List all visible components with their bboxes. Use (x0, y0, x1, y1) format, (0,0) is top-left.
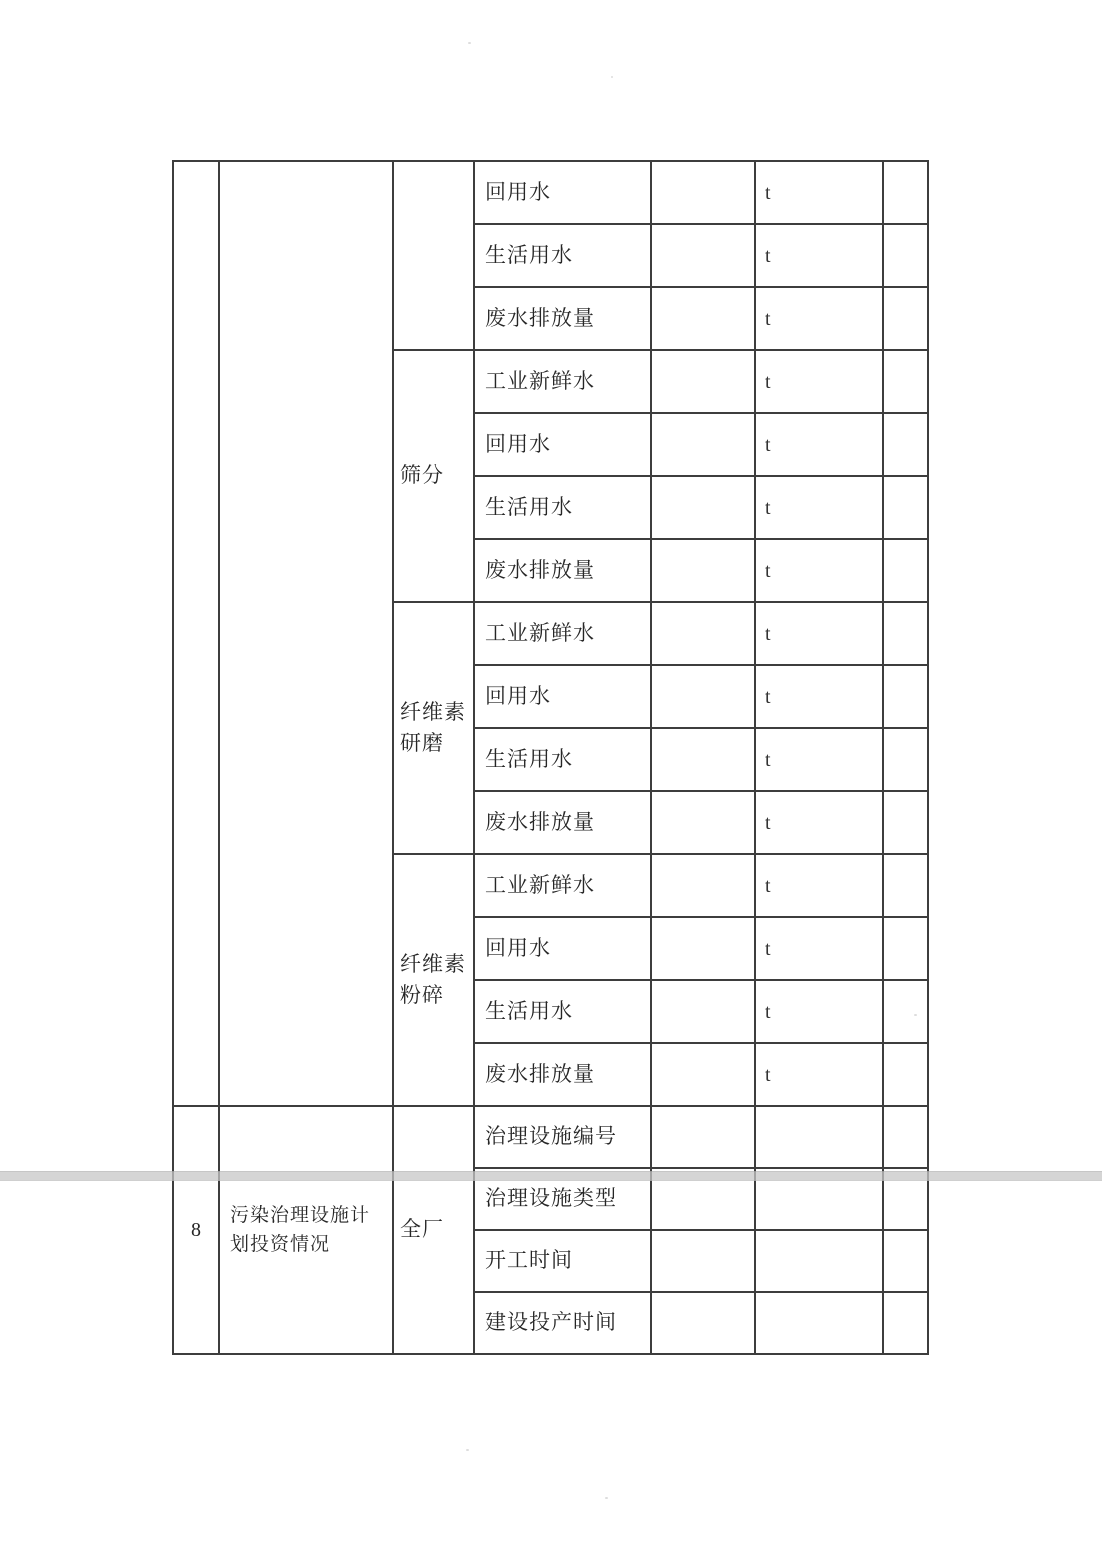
unit-cell: t (756, 792, 884, 855)
value-cell (652, 1169, 756, 1231)
process-stage-cell (394, 162, 475, 351)
item-label-cell: 废水排放量 (475, 1044, 652, 1107)
unit-cell: t (756, 1044, 884, 1107)
value-cell (652, 162, 756, 225)
unit-cell (756, 1107, 884, 1169)
item-label-cell: 废水排放量 (475, 540, 652, 603)
unit-cell: t (756, 162, 884, 225)
item-label-cell: 废水排放量 (475, 288, 652, 351)
value-cell (652, 414, 756, 477)
extra-cell (884, 414, 929, 477)
value-cell (652, 792, 756, 855)
item-label-cell: 生活用水 (475, 981, 652, 1044)
value-cell (652, 351, 756, 414)
item-label-cell: 回用水 (475, 414, 652, 477)
extra-cell (884, 1293, 929, 1355)
value-cell (652, 666, 756, 729)
unit-cell (756, 1293, 884, 1355)
value-cell (652, 540, 756, 603)
extra-cell (884, 477, 929, 540)
extra-cell (884, 918, 929, 981)
unit-cell: t (756, 414, 884, 477)
extra-cell (884, 603, 929, 666)
item-label-cell: 治理设施类型 (475, 1169, 652, 1231)
unit-cell (756, 1169, 884, 1231)
extra-cell (884, 351, 929, 414)
item-label-cell: 治理设施编号 (475, 1107, 652, 1169)
unit-cell: t (756, 225, 884, 288)
item-label-cell: 生活用水 (475, 477, 652, 540)
row-number-cell (174, 162, 220, 1107)
process-stage-cell: 筛分 (394, 351, 475, 603)
value-cell (652, 477, 756, 540)
unit-cell: t (756, 666, 884, 729)
extra-cell (884, 1231, 929, 1293)
scan-speck (611, 76, 613, 78)
item-label-cell: 生活用水 (475, 729, 652, 792)
extra-cell (884, 288, 929, 351)
value-cell (652, 981, 756, 1044)
value-cell (652, 1293, 756, 1355)
value-cell (652, 1231, 756, 1293)
extra-cell (884, 162, 929, 225)
value-cell (652, 918, 756, 981)
item-label-cell: 废水排放量 (475, 792, 652, 855)
extra-cell (884, 729, 929, 792)
value-cell (652, 855, 756, 918)
item-label-cell: 工业新鲜水 (475, 351, 652, 414)
scan-speck (605, 1497, 608, 1499)
extra-cell (884, 1169, 929, 1231)
value-cell (652, 288, 756, 351)
process-stage-cell: 全厂 (394, 1107, 475, 1355)
extra-cell (884, 540, 929, 603)
unit-cell (756, 1231, 884, 1293)
value-cell (652, 729, 756, 792)
scan-speck (914, 1014, 917, 1016)
process-stage-cell: 纤维素研磨 (394, 603, 475, 855)
extra-cell (884, 1044, 929, 1107)
extra-cell (884, 792, 929, 855)
category-cell: 污染治理设施计划投资情况 (220, 1107, 394, 1355)
item-label-cell: 回用水 (475, 666, 652, 729)
value-cell (652, 1044, 756, 1107)
extra-cell (884, 855, 929, 918)
unit-cell: t (756, 729, 884, 792)
unit-cell: t (756, 855, 884, 918)
scan-speck (466, 1449, 469, 1451)
extra-cell (884, 981, 929, 1044)
item-label-cell: 工业新鲜水 (475, 603, 652, 666)
item-label-cell: 开工时间 (475, 1231, 652, 1293)
extra-cell (884, 225, 929, 288)
extra-cell (884, 666, 929, 729)
unit-cell: t (756, 288, 884, 351)
item-label-cell: 工业新鲜水 (475, 855, 652, 918)
value-cell (652, 603, 756, 666)
item-label-cell: 生活用水 (475, 225, 652, 288)
unit-cell: t (756, 351, 884, 414)
unit-cell: t (756, 603, 884, 666)
unit-cell: t (756, 981, 884, 1044)
process-stage-cell: 纤维素粉碎 (394, 855, 475, 1107)
value-cell (652, 1107, 756, 1169)
extra-cell (884, 1107, 929, 1169)
unit-cell: t (756, 918, 884, 981)
item-label-cell: 建设投产时间 (475, 1293, 652, 1355)
row-number-cell: 8 (174, 1107, 220, 1355)
form-table (172, 160, 929, 1355)
unit-cell: t (756, 540, 884, 603)
value-cell (652, 225, 756, 288)
item-label-cell: 回用水 (475, 162, 652, 225)
item-label-cell: 回用水 (475, 918, 652, 981)
scan-speck (468, 42, 471, 44)
unit-cell: t (756, 477, 884, 540)
category-cell (220, 162, 394, 1107)
